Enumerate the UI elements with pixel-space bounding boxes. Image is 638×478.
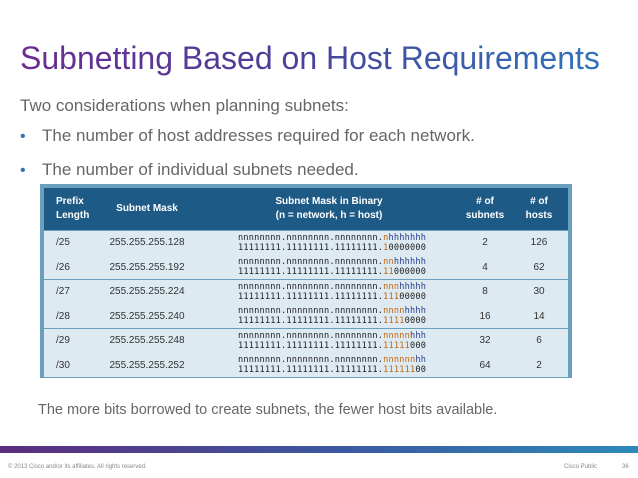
subnets-cell: 8 bbox=[482, 286, 488, 298]
table-row bbox=[44, 231, 568, 255]
mask-cell: 255.255.255.252 bbox=[109, 359, 185, 371]
bullet-item bbox=[20, 126, 475, 160]
bullet-dot-icon: • bbox=[20, 128, 26, 145]
subnets-cell: 16 bbox=[479, 310, 491, 322]
subnets-cell: 64 bbox=[479, 359, 491, 371]
page-number: 36 bbox=[622, 464, 629, 470]
binary-notation: nnnnnnnn.nnnnnnnn.nnnnnnnn.nnnnnnhh bbox=[238, 355, 427, 366]
binary-value: 11111111.11111111.11111111.11111000 bbox=[238, 340, 427, 351]
subnet-table bbox=[40, 184, 572, 378]
copyright: © 2013 Cisco and/or its affiliates. All rights reserved. bbox=[8, 464, 147, 470]
mask-cell: 255.255.255.240 bbox=[109, 310, 185, 322]
footnote: The more bits borrowed to create subnets, the fewer host bits available. bbox=[38, 402, 498, 418]
binary-notation: nnnnnnnn.nnnnnnnn.nnnnnnnn.nnnnhhhh bbox=[238, 306, 427, 317]
header-binary: Subnet Mask in Binary (n = network, h = host) bbox=[275, 196, 383, 221]
binary-cell bbox=[198, 280, 460, 304]
binary-notation: nnnnnnnn.nnnnnnnn.nnnnnnnn.nnnhhhhh bbox=[238, 281, 427, 292]
table-row bbox=[44, 353, 568, 377]
binary-value: 11111111.11111111.11111111.11100000 bbox=[238, 291, 427, 302]
prefix-cell: /30 bbox=[56, 359, 70, 371]
binary-cell bbox=[198, 353, 460, 377]
header-prefix: Prefix Length bbox=[56, 196, 90, 221]
binary-cell bbox=[198, 329, 460, 353]
binary-notation: nnnnnnnn.nnnnnnnn.nnnnnnnn.nhhhhhhh bbox=[238, 232, 427, 243]
hosts-cell: 126 bbox=[530, 237, 548, 248]
mask-cell: 255.255.255.192 bbox=[109, 261, 185, 273]
intro-text: Two considerations when planning subnets: bbox=[20, 96, 349, 115]
hosts-cell: 2 bbox=[536, 359, 542, 371]
prefix-cell: /27 bbox=[56, 286, 70, 298]
table-body bbox=[44, 231, 568, 378]
brand-label: Cisco Public bbox=[564, 464, 598, 470]
prefix-cell: /28 bbox=[56, 310, 70, 322]
binary-cell bbox=[198, 255, 460, 279]
mask-cell: 255.255.255.224 bbox=[109, 286, 185, 298]
hosts-cell: 6 bbox=[536, 335, 542, 347]
subnets-cell: 4 bbox=[482, 261, 488, 273]
header-subnets: # of subnets bbox=[465, 196, 505, 221]
subnets-cell: 32 bbox=[479, 335, 491, 347]
table-header bbox=[44, 188, 568, 230]
bullet-text: The number of host addresses required for each network. bbox=[42, 126, 475, 145]
prefix-cell: /25 bbox=[56, 237, 70, 248]
mask-cell: 255.255.255.248 bbox=[109, 335, 185, 347]
binary-value: 11111111.11111111.11111111.11110000 bbox=[238, 316, 427, 327]
binary-notation: nnnnnnnn.nnnnnnnn.nnnnnnnn.nnnnnhhh bbox=[238, 330, 427, 341]
table-row bbox=[44, 255, 568, 279]
hosts-cell: 30 bbox=[533, 286, 545, 298]
binary-value: 11111111.11111111.11111111.11111100 bbox=[238, 365, 427, 376]
binary-cell bbox=[198, 304, 460, 328]
header-mask: Subnet Mask bbox=[116, 203, 178, 214]
table-row bbox=[44, 329, 568, 353]
binary-notation: nnnnnnnn.nnnnnnnn.nnnnnnnn.nnhhhhhh bbox=[238, 257, 427, 268]
table-row bbox=[44, 304, 568, 328]
hosts-cell: 62 bbox=[533, 261, 545, 273]
footer-bar bbox=[0, 446, 638, 453]
mask-cell: 255.255.255.128 bbox=[109, 237, 185, 248]
hosts-cell: 14 bbox=[533, 310, 545, 322]
header-hosts: # of hosts bbox=[525, 196, 553, 221]
table-row bbox=[44, 280, 568, 304]
binary-value: 11111111.11111111.11111111.11000000 bbox=[238, 267, 427, 278]
binary-cell bbox=[198, 231, 460, 255]
bullet-dot-icon: • bbox=[20, 162, 26, 179]
binary-value: 11111111.11111111.11111111.10000000 bbox=[238, 242, 427, 253]
page-title: Subnetting Based on Host Requirements bbox=[20, 40, 600, 76]
subnets-cell: 2 bbox=[482, 237, 488, 248]
prefix-cell: /29 bbox=[56, 335, 70, 347]
bullet-text: The number of individual subnets needed. bbox=[42, 160, 359, 179]
prefix-cell: /26 bbox=[56, 261, 70, 273]
